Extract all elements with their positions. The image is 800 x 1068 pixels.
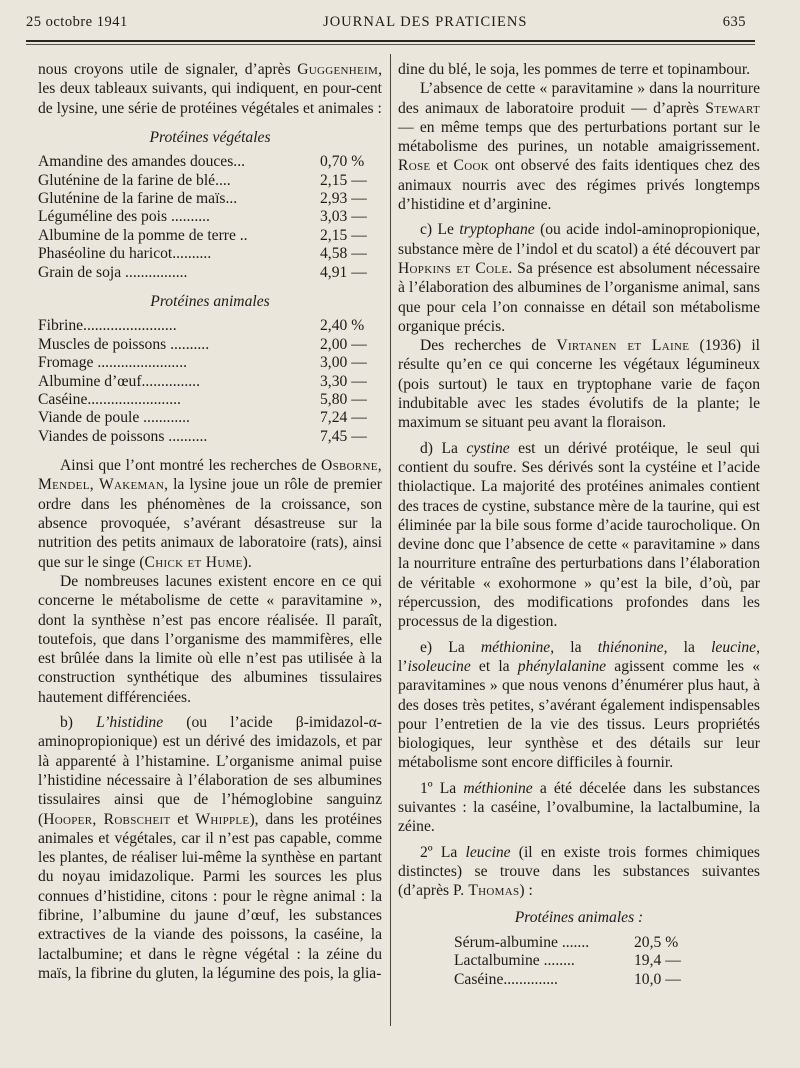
table-row: Albumine de la pomme de terre .. 2,15 — (38, 226, 367, 244)
right-column (398, 60, 760, 989)
table-leucine-heading: Protéines animales : (514, 909, 644, 927)
table-row: Amandine des amandes douces... 0,70 % (38, 153, 365, 171)
paragraph-histidine: b) L’histidine (ou l’acide β-imidazol-α-aminopropionique) est un dérivé des imidazols, et par là apparenté à l’histamine. L’organisme animal puise l’histidine nécessaire à l’élaboration de ses albumines tissulaires ainsi que de l’hémoglobine sanguinz (Hooper, Robscheit et Whipple), dans les protéines animales et végétales, car il n’est pas capable, comme les plantes, de réaliser lui-même la synthèse en partant du noyau imidazolique. Parmi les sources les plus connues d’histidine, citons : pour le règne animal : la fibrine, l’albumine du jaune d’œuf, les substances extractives de la viande des poissons, la caséine, la lactalbumine; et dans le règne végétal : la zéine du maïs, la fibrine du gluten, la légumine des pois, la glia- (38, 714, 383, 982)
table-row: Caséine........................ 5,80 — (38, 390, 367, 408)
paragraph-recherches: Des recherches de Virtanen et Laine (1936) il résulte qu’en ce qui concerne les végétaux légumineux (pois surtout) le taux en tryptophane varie de façon indubitable avec les stades évolutifs de la plante; le maximum se situant peu avant la floraison. (398, 337, 760, 432)
table-row: Grain de soja ................ 4,91 — (38, 263, 367, 281)
paragraph-lacunes: De nombreuses lacunes existent encore en ce qui concerne le métabolisme de cette « paravitamine », dont la synthèse n’est pas encore réalisée. Il paraît, toutefois, que dans l’organisme des mammifères, elle est brûlée dans la limite où elle n’est pas utilisée à la construction synthétique des albumines tissulaires hautement différenciées. (38, 572, 382, 706)
table-row: Viande de poule ............ 7,24 — (38, 409, 367, 427)
intro-paragraph: nous croyons utile de signaler, d’après Guggenheim, les deux tableaux suivants, qui indiquent, en pour-cent de lysine, une série de protéines végétales et animales : (38, 61, 382, 117)
paragraph-continuation: dine du blé, le soja, les pommes de terre et topinambour. (398, 61, 751, 78)
table-row: Fibrine........................ 2,40 % (38, 317, 365, 335)
column-divider (390, 54, 391, 1026)
table-row: Gluténine de la farine de blé.... 2,15 — (38, 171, 367, 189)
table-row: Albumine d’œuf............... 3,30 — (38, 372, 367, 390)
paragraph-absence: L’absence de cette « paravitamine » dans la nourriture des animaux de laboratoire produit — d’après Stewart — en même temps que des perturbations portant sur le métabolisme des purines, un notable amaigrissement. Rose et Cook ont observé des faits identiques chez des animaux nourris avec des régimes privés longtemps d’histidine et d’arginine. (398, 80, 760, 214)
table-vegetal (38, 153, 382, 282)
header-rule (26, 40, 755, 42)
table-row: Lactalbumine ........ 19,4 — (454, 952, 681, 970)
paragraph-methionine-etc: e) La méthionine, la thiénonine, la leucine, l’isoleucine et la phénylalanine agissent comme les « paravitamines » que nous venons d’énumérer plus haut, à des doses très petites, s’avérant également indispensables pour l’entretien de la vie des tissus. Leurs propriétés biologiques, leur synthèse et des détails sur leur métabolisme sont encore difficiles à fournir. (398, 638, 761, 772)
paragraph-methionine-sources: 1º La méthionine a été décelée dans les substances suivantes : la caséine, l’ovalbumine, la lactalbumine, la zéine. (398, 779, 760, 836)
table-row: Fromage ....................... 3,00 — (38, 354, 367, 372)
paragraph-lysine-role: Ainsi que l’ont montré les recherches de Osborne, Mendel, Wakeman, la lysine joue un rôle de premier ordre dans les phénomènes de la croissance, son absence provoquée, s’avérant désastreuse sur la nutrition des petits animaux de laboratoire (rats), ainsi que sur le singe (Chick et Hume). (38, 457, 382, 571)
table-row: Léguméline des pois .......... 3,03 — (38, 208, 367, 226)
table-vegetal-heading: Protéines végétales (149, 128, 271, 146)
table-row: Caséine.............. 10,0 — (454, 970, 681, 988)
paragraph-tryptophane: c) Le tryptophane (ou acide indol-aminopropionique, substance mère de l’indol et du scatol) a été découvert par Hopkins et Cole. Sa présence est absolument nécessaire à l’élaboration des albumines de l’organisme animal, sans que pour cela l’on connaisse en détail son métabolisme organique précis. (398, 221, 760, 335)
table-row: Gluténine de la farine de maïs... 2,93 — (38, 190, 367, 207)
table-animal-heading: Protéines animales (150, 293, 270, 311)
paragraph-cystine: d) La cystine est un dérivé protéique, le seul qui contient du soufre. Ses dérivés sont la cystéine et l’acide thiolactique. La majorité des protéines animales contient des traces de cystine, substance mère de la taurine, qui est éliminée par la bile sous forme d’acide taurocholique. On devine donc que l’absence de cette « paravitamine » dans la nourriture entraîne des perturbations dans l’élaboration de véritable « exohormone » qu’est la bile, d’où, par répercussion, des modifications profondes dans les processus de la digestion. (398, 439, 760, 631)
page-number: 635 (722, 14, 746, 30)
header-date: 25 octobre 1941 (26, 14, 128, 30)
journal-title: JOURNAL DES PRATICIENS (323, 14, 528, 30)
left-column (38, 60, 382, 983)
table-row: Phaséoline du haricot.......... 4,58 — (38, 245, 367, 263)
table-animal (38, 317, 382, 446)
running-header (26, 14, 746, 38)
paragraph-leucine: 2º La leucine (il en existe trois formes chimiques distinctes) se trouve dans les substances suivantes (d’après P. Thomas) : (398, 843, 760, 900)
table-leucine (454, 934, 704, 989)
table-row: Muscles de poissons .......... 2,00 — (38, 335, 367, 353)
table-row: Sérum-albumine ....... 20,5 % (454, 933, 679, 951)
table-row: Viandes de poissons .......... 7,45 — (38, 427, 367, 445)
header-rule-thin (26, 44, 755, 45)
